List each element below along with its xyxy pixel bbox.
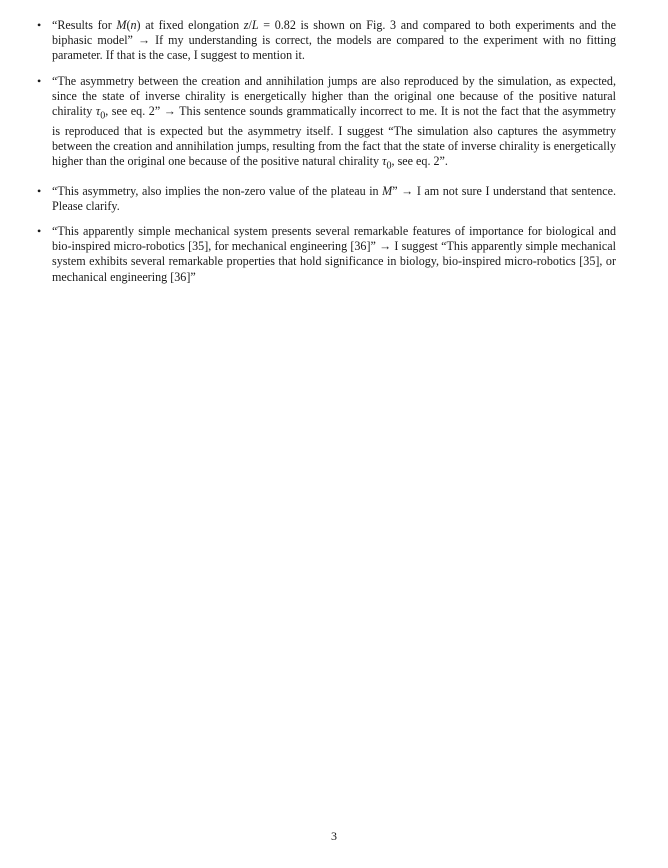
- comment-text-segment: “Results for: [52, 18, 117, 32]
- comment-text-segment: ) at fixed elongation: [136, 18, 244, 32]
- review-comment: [34, 18, 616, 64]
- comment-text-segment: “This apparently simple mechanical system presents several remarkable features of importance for biological and bio-inspired micro-robotics [35], for mechanical engineering [36]” → I suggest “This apparently simple mechanical system exhibits several remarkable properties that hold significance in biology, bio-inspired micro-robotics [35], or mechanical engineering [36]”: [52, 224, 616, 284]
- math-symbol: n: [130, 18, 137, 32]
- comment-text-segment: , see eq. 2”.: [391, 154, 448, 169]
- comment-text-segment: /: [248, 18, 252, 32]
- page-number: 3: [331, 829, 337, 843]
- comment-text: [52, 184, 616, 213]
- math-symbol: M: [382, 183, 393, 198]
- math-symbol: τ: [95, 104, 101, 119]
- math-subscript: 0: [100, 110, 106, 122]
- comment-text-segment: = 0.82 is shown on Fig. 3 and compared to both experiments and the biphasic model” → If my understanding is correct, the models are compared to the experiment with no fitting parameter. If that is the case, I suggest to mention it.: [52, 18, 616, 63]
- comment-text-segment: “This asymmetry, also implies the non-zero value of the plateau in: [52, 183, 383, 198]
- comment-text: [52, 224, 616, 284]
- comment-text-segment: ” → I am not sure I understand that sentence. Please clarify.: [52, 183, 616, 213]
- math-symbol: L: [251, 18, 259, 32]
- comment-text-segment: (: [126, 18, 131, 32]
- math-symbol: z: [243, 18, 249, 32]
- bullet-icon: •: [37, 73, 42, 88]
- review-comment: [34, 224, 616, 285]
- comment-text: [52, 18, 616, 62]
- review-comment: [34, 74, 616, 174]
- review-comment: [34, 184, 616, 214]
- review-comment-list: [34, 18, 616, 295]
- math-subscript: 0: [386, 160, 392, 172]
- comment-text-segment: “The asymmetry between the creation and annihilation jumps are also reproduced by the simulation, as expected, since the state of inverse chirality is energetically higher than the original one because of the positive natural chirality: [52, 73, 616, 119]
- math-symbol: M: [116, 18, 127, 32]
- comment-text: [52, 73, 616, 172]
- math-symbol: τ: [382, 154, 387, 169]
- comment-text-segment: , see eq. 2” → This sentence sounds grammatically incorrect to me. It is not the fact that the asymmetry is reproduced that is expected but the asymmetry itself. I suggest “The simulation also captures the asymmetry between the creation and annihilation jumps, resulting from the fact that the state of inverse chirality is energetically higher than the original one because of the positive natural chirality: [52, 104, 616, 169]
- bullet-icon: •: [37, 18, 42, 32]
- bullet-icon: •: [37, 183, 42, 198]
- bullet-icon: •: [37, 224, 42, 239]
